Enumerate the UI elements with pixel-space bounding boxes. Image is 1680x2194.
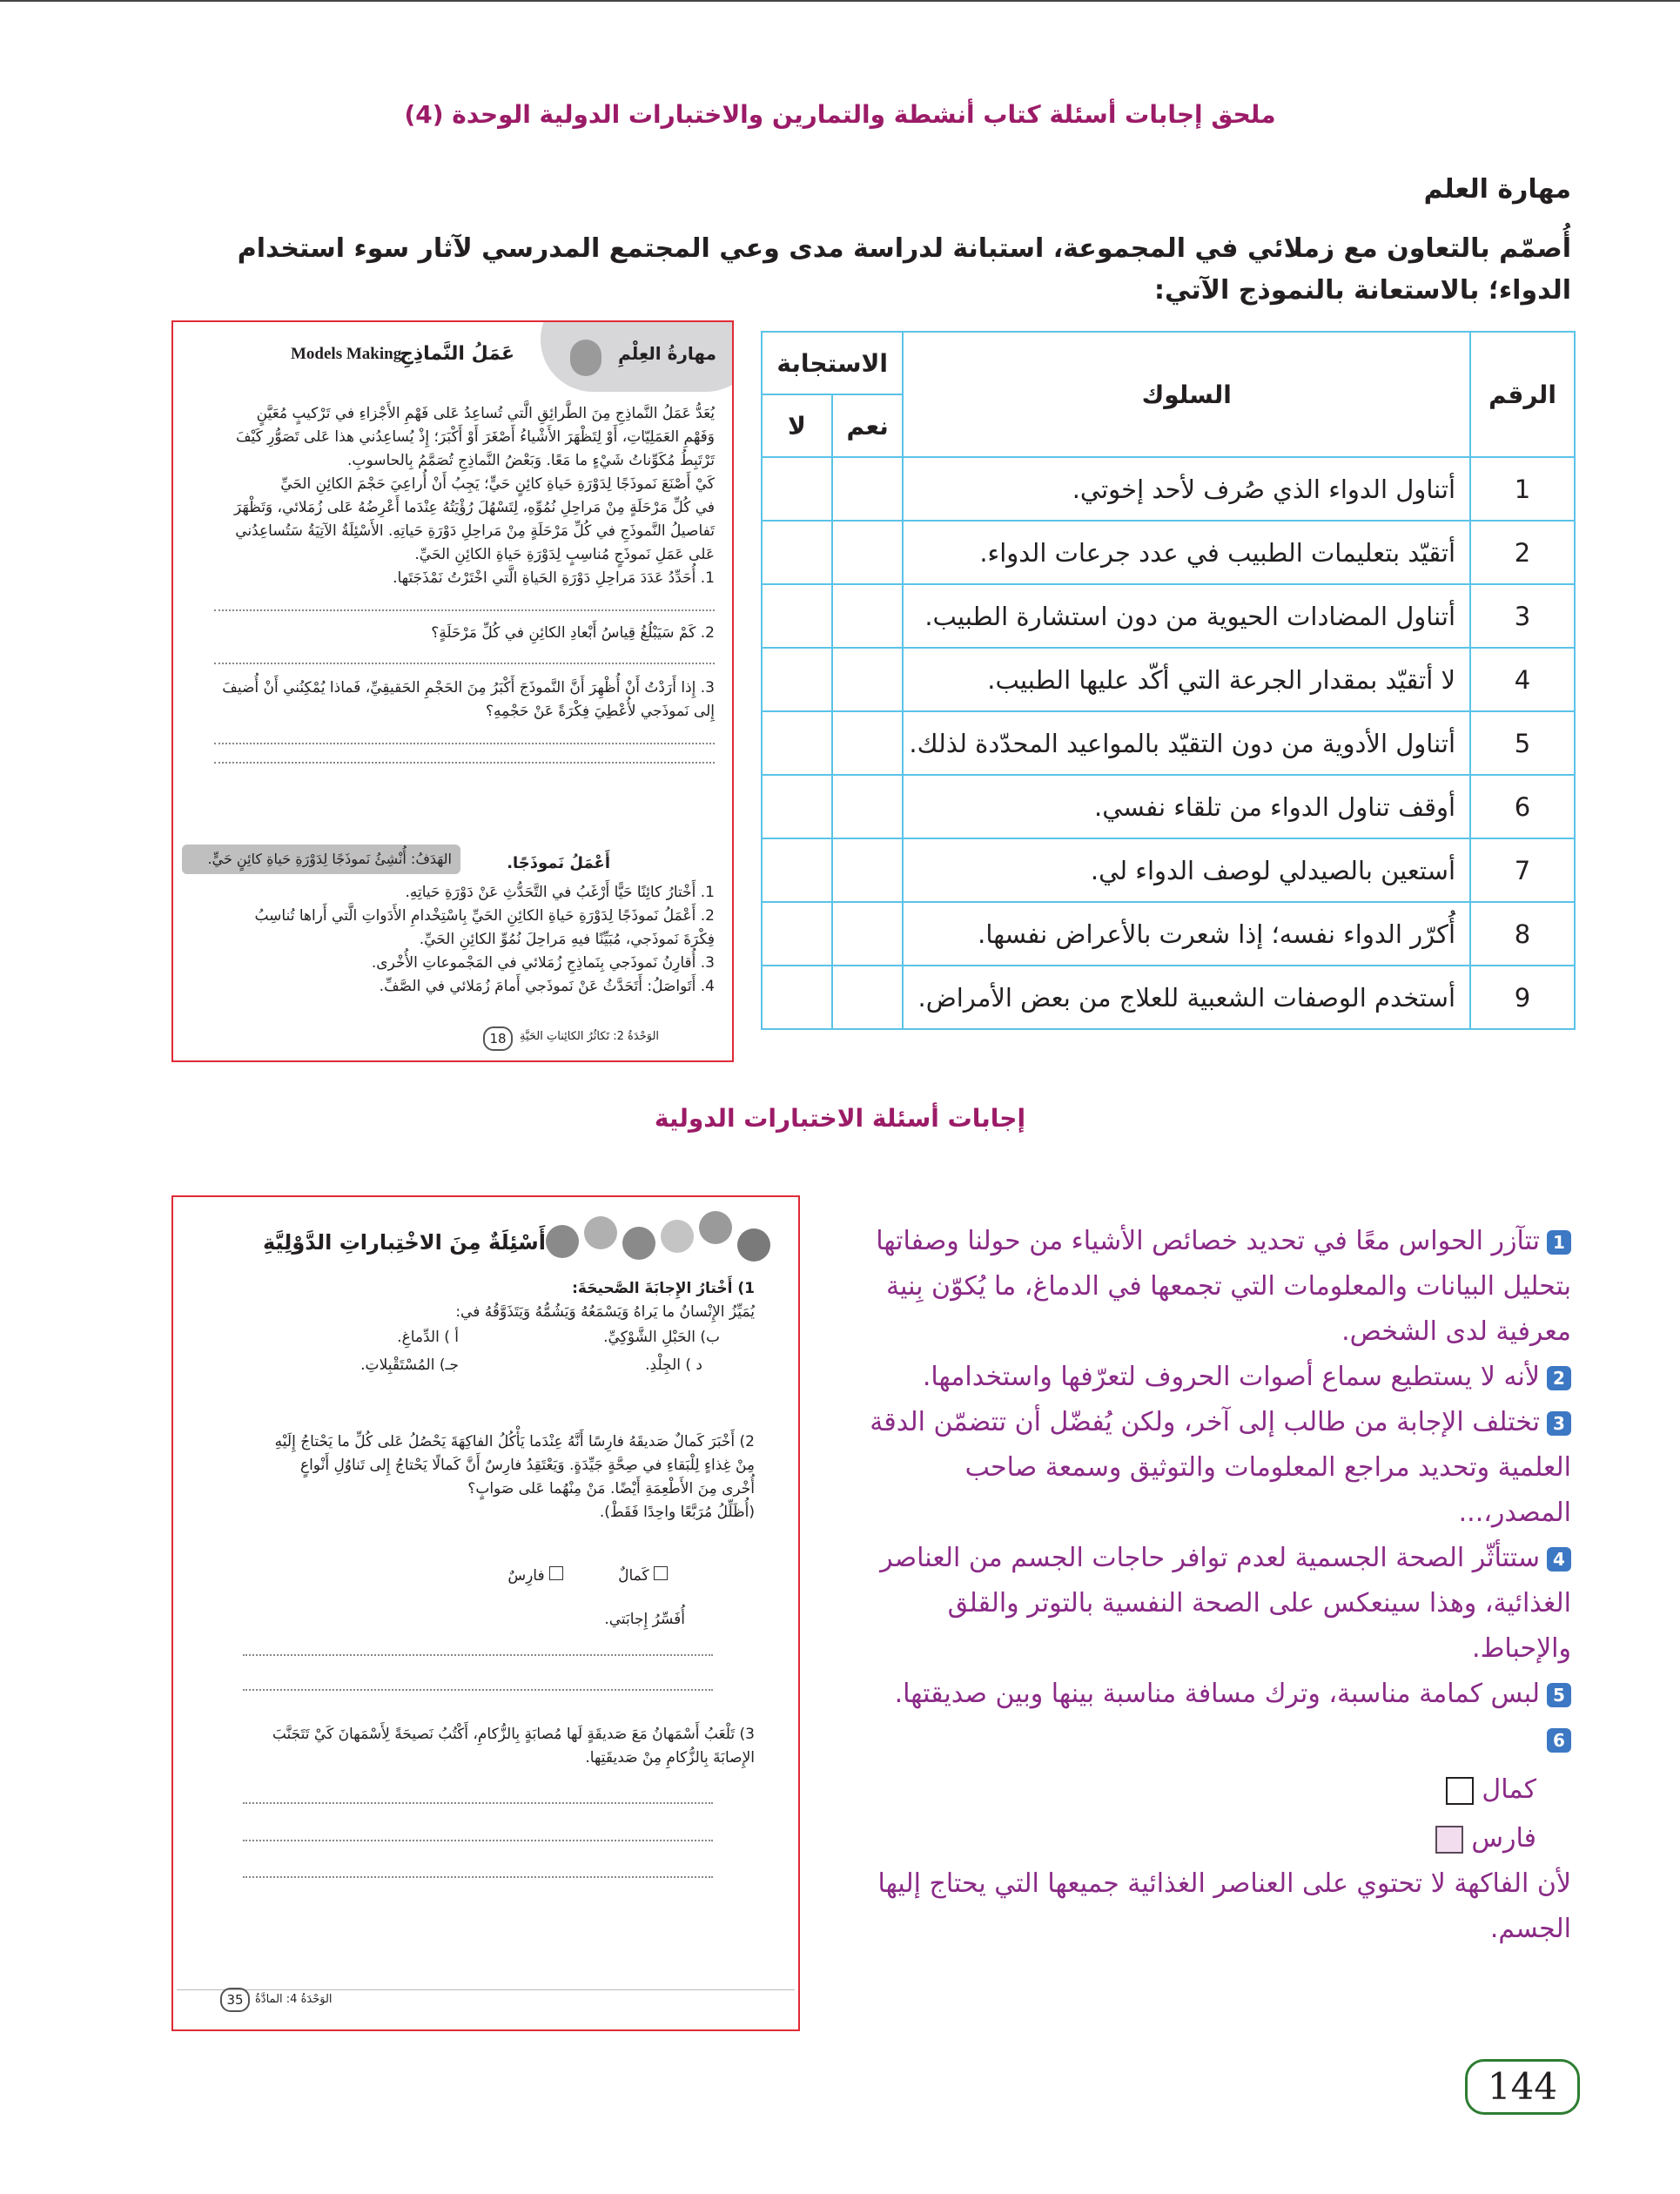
survey-table	[761, 331, 1576, 1030]
choice-fares	[507, 1565, 563, 1588]
book1-page-number: 18	[483, 1026, 513, 1051]
no-cell[interactable]	[762, 775, 832, 838]
steps-list	[192, 881, 715, 999]
answer-item	[857, 1672, 1571, 1717]
answer-item	[857, 1219, 1571, 1355]
row-behavior: أُكرّر الدواء نفسه؛ إذا شعرت بالأعراض نفسها.	[903, 902, 1470, 966]
row-number: 8	[1470, 902, 1575, 966]
row-behavior: أستعين بالصيدلي لوصف الدواء لي.	[903, 838, 1470, 902]
row-behavior: أوقف تناول الدواء من تلقاء نفسي.	[903, 775, 1470, 838]
header-no: لا	[762, 394, 832, 457]
page-header-title: ملحق إجابات أسئلة كتاب أنشطة والتمارين والاختبارات الدولية الوحدة (4)	[404, 100, 1276, 129]
models-title-ar: عَمَلُ النَّماذِجِ	[399, 343, 514, 365]
number-badge: 4	[1547, 1547, 1571, 1571]
option-d: د ) الجِلْدِ.	[645, 1356, 702, 1374]
choice-fares-label: فارِسٌ	[507, 1567, 545, 1585]
row-number: 3	[1470, 584, 1575, 648]
yes-cell[interactable]	[832, 711, 903, 775]
yes-cell[interactable]	[832, 584, 903, 648]
intro-paragraph	[192, 402, 715, 764]
step-item: 3. أُقارِنُ نَموذَجي بِنَماذِجِ زُمَلائي في المَجْموعاتِ الأُخْرى.	[371, 954, 715, 972]
intro-line: وَفَهْمِ العَمَلِيّاتِ، أَوْ لِتَظْهَرَ الأَشْياءُ أَصْغَرَ أَوْ أَكْبَرَ؛ إِذْ يُساعِدُني هذا عَلى تَصَوُّرِ كَيْفَ	[235, 428, 715, 446]
question-3-block	[215, 1723, 755, 1770]
answer-line	[214, 590, 715, 611]
no-cell[interactable]	[762, 902, 832, 966]
option-b: ب) الحَبْلِ الشَّوْكِيِّ.	[603, 1329, 720, 1346]
book-page-models-making	[171, 320, 734, 1062]
skill-badge: مهارةُ العِلْمِ	[618, 343, 716, 364]
checkbox-icon[interactable]	[654, 1566, 668, 1580]
number-badge: 6	[1547, 1728, 1571, 1753]
page-number: 144	[1465, 2059, 1580, 2115]
option-kamal	[857, 1767, 1571, 1813]
book-page-intl-tests	[171, 1195, 800, 2031]
option-kamal-label: كمال	[1482, 1774, 1536, 1805]
number-badge: 1	[1547, 1230, 1571, 1255]
yes-cell[interactable]	[832, 775, 903, 838]
checkbox-icon[interactable]	[1446, 1777, 1474, 1805]
question-2: 2. كَمْ سَيَبْلُغُ قِياسُ أَبْعادِ الكائِنِ في كُلِّ مَرْحَلَةٍ؟	[431, 624, 715, 642]
row-number: 4	[1470, 648, 1575, 711]
row-behavior: أستخدم الوصفات الشعبية للعلاج من بعض الأمراض.	[903, 966, 1470, 1029]
answer-item	[857, 1536, 1571, 1672]
intro-line: تَفاصيلُ النَّموذَجِ في كُلِّ مَرْحَلَةٍ مِنْ مَراحِلِ دَوْرَةِ حَياتِهِ. الأَسْئِلَةُ الآتِيَةُ سَتُساعِدُني	[235, 522, 715, 540]
table-row	[762, 838, 1575, 902]
yes-cell[interactable]	[832, 966, 903, 1029]
intro-line: كَيْ أَصْنَعَ نَموذَجًا لِدَوْرَةِ حَياةِ كائِنٍ حَيٍّ؛ يَجِبُ أَنْ أُراعِيَ حَجْمَ الكائِنِ الحَيِّ	[280, 475, 715, 493]
header-response: الاستجابة	[762, 332, 903, 394]
answer-line	[214, 645, 715, 664]
answer-text: تختلف الإجابة من طالب إلى آخر، ولكن يُفضّل أن تتضمّن الدقة العلمية وتحديد مراجع المعلومات والتوثيق وسمعة صاحب المصدر،...	[870, 1407, 1571, 1528]
q2-line: 2) أَخْبَرَ كَمالٌ صَديقَهُ فارِسًا أَنَّهُ عِنْدَما يَأْكُلُ الفاكِهَةَ يَحْصُلُ عَلى كُلِّ ما يَحْتاجُ إِلَيْهِ	[274, 1433, 755, 1450]
answer-reason: لأن الفاكهة لا تحتوي على العناصر الغذائية جميعها التي يحتاج إليها الجسم.	[877, 1868, 1571, 1944]
q1-text: يُمَيِّزُ الإِنْسانُ ما يَراهُ وَيَسْمَعُهُ وَيَشُمُّهُ وَيَتَذَوَّقُهُ في:	[455, 1303, 755, 1321]
q2-line: أُخْرى مِنَ الأَطْعِمَةِ أَيْضًا. مَنْ مِنْهُما عَلى صَوابٍ؟	[467, 1480, 755, 1497]
skill-title: مهارة العلم	[1423, 174, 1571, 205]
row-number: 6	[1470, 775, 1575, 838]
footer-divider	[177, 1989, 795, 1990]
option-fares-label: فارس	[1471, 1823, 1536, 1854]
step-item: 2. أَعْمَلُ نَموذَجًا لِدَوْرَةِ حَياةِ الكائِنِ الحَيِّ بِاسْتِخْدامِ الأَدَواتِ الَّتي أَراها تُناسِبُ	[254, 907, 715, 925]
question-3-cont: إِلى نَموذَجي لأُعْطِيَ فِكْرَةً عَنْ حَجْمِهِ؟	[486, 703, 715, 720]
answer-line	[243, 1840, 713, 1841]
number-badge: 2	[1547, 1366, 1571, 1390]
intro-line: يُعَدُّ عَمَلُ النَّماذِجِ مِنَ الطَّرائِقِ الَّتي تُساعِدُ عَلى فَهْمِ الأَجْزاءِ في تَرْكيبٍ مُعَيَّنٍ	[256, 405, 715, 422]
answer-line	[243, 1689, 713, 1691]
row-number: 2	[1470, 521, 1575, 584]
answer-item	[857, 1355, 1571, 1400]
work-title: أَعْمَلُ نَموذَجًا.	[507, 854, 610, 872]
q3-line: 3) تَلْعَبُ أَسْمَهانُ مَعَ صَديقَةٍ لَها مُصابَةٍ بِالزُّكامِ، أَكْتُبُ نَصيحَةً لِأَسْمَهانَ كَيْ تَتَجَنَّبَ	[272, 1726, 755, 1743]
question-1: 1. أُحَدِّدُ عَدَدَ مَراحِلِ دَوْرَةِ الحَياةِ الَّتي اخْتَرْتُ نَمْذَجَتَها.	[393, 569, 715, 587]
no-cell[interactable]	[762, 457, 832, 521]
yes-cell[interactable]	[832, 838, 903, 902]
yes-cell[interactable]	[832, 521, 903, 584]
intro-line: عَلى عَمَلِ نَموذَجٍ مُناسِبٍ لِدَوْرَةِ حَياةِ الكائِنِ الحَيِّ.	[414, 546, 715, 563]
table-row	[762, 902, 1575, 966]
no-cell[interactable]	[762, 521, 832, 584]
answer-item	[857, 1400, 1571, 1536]
top-border	[0, 0, 1680, 2]
q3-line: الإِصابَةَ بِالزُّكامِ مِنْ صَديقَتِها.	[585, 1749, 755, 1767]
question-1-block	[215, 1277, 755, 1324]
question-2-block	[215, 1430, 755, 1524]
number-badge: 5	[1547, 1683, 1571, 1707]
answer-line	[243, 1654, 713, 1656]
astronaut-icon	[570, 340, 601, 376]
table-row	[762, 966, 1575, 1029]
answer-item	[857, 1717, 1571, 1762]
step-item: 4. أَتَواصَلُ: أَتَحَدَّثُ عَنْ نَموذَجي أَمامَ زُمَلائي في الصَّفِّ.	[379, 978, 715, 995]
table-row	[762, 521, 1575, 584]
no-cell[interactable]	[762, 966, 832, 1029]
choice-kamal-label: كَمالٌ	[618, 1567, 649, 1585]
answer-line	[214, 723, 715, 744]
no-cell[interactable]	[762, 648, 832, 711]
checkbox-icon[interactable]	[549, 1566, 563, 1580]
q1-title: 1) أَخْتارُ الإِجابَةَ الصَّحيحَةَ:	[572, 1280, 755, 1297]
no-cell[interactable]	[762, 711, 832, 775]
book1-footer-unit: الوَحْدَةُ 2: تَكاثُرُ الكائِناتِ الحَيَّةِ	[520, 1030, 660, 1043]
answer-text: تتآزر الحواس معًا في تحديد خصائص الأشياء من حولنا وصفاتها بتحليل البيانات والمعلومات التي تجمعها في الدماغ، ما يُكوّن بِنية معرفية لدى الشخص.	[876, 1226, 1571, 1347]
row-number: 9	[1470, 966, 1575, 1029]
row-number: 1	[1470, 457, 1575, 521]
header-number: الرقم	[1470, 332, 1575, 457]
row-behavior: أتقيّد بتعليمات الطبيب في عدد جرعات الدواء.	[903, 521, 1470, 584]
row-behavior: أتناول الأدوية من دون التقيّد بالمواعيد المحدّدة لذلك.	[903, 711, 1470, 775]
intl-tests-title: أَسْئِلَةٌ مِنَ الاخْتِباراتِ الدَّوْلِيَّةِ	[262, 1230, 546, 1255]
yes-cell[interactable]	[832, 457, 903, 521]
row-behavior: لا أتقيّد بمقدار الجرعة التي أكّد عليها الطبيب.	[903, 648, 1470, 711]
explain-label: أُفَسِّرُ إِجابَتي.	[604, 1611, 685, 1628]
checkbox-checked-icon[interactable]	[1435, 1826, 1463, 1854]
answer-text: لبس كمامة مناسبة، وترك مسافة مناسبة بينها وبين صديقتها.	[894, 1679, 1540, 1709]
book2-footer-unit: الوَحْدَةُ 4: المادَّةُ	[255, 1993, 333, 2006]
answer-line	[214, 744, 715, 764]
question-3: 3. إِذا أَرَدْتُ أَنْ أُظْهِرَ أَنَّ النَّموذَجَ أَكْبَرُ مِنَ الحَجْمِ الحَقيقِيِّ، فَماذا يُمْكِنُني أَنْ أُضيفَ	[222, 679, 715, 697]
row-behavior: أتناول الدواء الذي صُرف لأحد إخوتي.	[903, 457, 1470, 521]
intl-answers-title: إجابات أسئلة الاختبارات الدولية	[654, 1104, 1026, 1133]
goal-tab: الهَدَفُ: أُنْشِئُ نَموذَجًا لِدَوْرَةِ حَياةِ كائِنٍ حَيٍّ.	[182, 845, 460, 874]
q2-line: مِنْ غِذاءٍ لِلْبَقاءِ في صِحَّةٍ جَيِّدَةٍ. وَيَعْتَقِدُ فارِسٌ أَنَّ كَمالًا يَحْتاجُ إِلى تَناوُلِ أَنْواعٍ	[299, 1457, 755, 1474]
question-marks-icon	[546, 1208, 779, 1263]
option-fares	[857, 1816, 1571, 1861]
row-number: 5	[1470, 711, 1575, 775]
step-item: 1. أَخْتارُ كائِنًا حَيًّا أَرْغَبُ في التَّحَدُّثِ عَنْ دَوْرَةِ حَياتِهِ.	[405, 884, 715, 901]
intro-line: تَرْتَبِطُ مُكَوِّناتُ شَيْءٍ ما مَعًا. وَبَعْضُ النَّماذِجِ تُصَمَّمُ بِالحاسوبِ.	[347, 452, 715, 469]
option-c: جـ) المُسْتَقْبِلاتِ.	[360, 1356, 459, 1374]
choice-kamal	[618, 1565, 668, 1588]
header-behavior: السلوك	[903, 332, 1470, 457]
no-cell[interactable]	[762, 838, 832, 902]
table-row	[762, 457, 1575, 521]
row-number: 7	[1470, 838, 1575, 902]
table-row	[762, 711, 1575, 775]
yes-cell[interactable]	[832, 902, 903, 966]
option-a: أ ) الدِّماغِ.	[397, 1329, 459, 1346]
table-row	[762, 584, 1575, 648]
table-row	[762, 775, 1575, 838]
number-badge: 3	[1547, 1411, 1571, 1436]
row-behavior: أتناول المضادات الحيوية من دون استشارة الطبيب.	[903, 584, 1470, 648]
book2-page-number: 35	[220, 1988, 250, 2012]
answer-line	[243, 1876, 713, 1878]
header-yes: نعم	[832, 394, 903, 457]
yes-cell[interactable]	[832, 648, 903, 711]
models-title-en: Models Making	[291, 345, 402, 363]
step-item: فِكْرَةَ نَموذَجي، مُبَيِّنًا فيهِ مَراحِلَ نُمُوِّ الكائِنِ الحَيِّ.	[419, 931, 715, 948]
answer-text: لأنه لا يستطيع سماع أصوات الحروف لتعرّفها واستخدامها.	[922, 1362, 1540, 1392]
table-row	[762, 648, 1575, 711]
no-cell[interactable]	[762, 584, 832, 648]
answers-list	[857, 1219, 1571, 1952]
answer-text: ستتأثّر الصحة الجسمية لعدم توافر حاجات الجسم من العناصر الغذائية، وهذا سينعكس على الصحة النفسية بالتوتر والقلق والإحباط.	[880, 1543, 1571, 1664]
skill-instruction: أُصمّم بالتعاون مع زملائي في المجموعة، استبانة لدراسة مدى وعي المجتمع المدرسي لآثار سوء استخدام الدواء؛ بالاستعانة بالنموذج الآتي:	[237, 233, 1571, 306]
answer-line	[243, 1802, 713, 1804]
q2-line: (أُظَلِّلُ مُرَبَّعًا واحِدًا فَقَطْ).	[599, 1504, 755, 1521]
intro-line: في كُلِّ مَرْحَلَةٍ مِنْ مَراحِلِ نُمُوِّهِ، لِتَسْهُلَ رُؤْيَتُهُ عِنْدَما أَعْرِضُهُ عَلى زُمَلائي، وَتَظْهَرَ	[234, 499, 715, 516]
